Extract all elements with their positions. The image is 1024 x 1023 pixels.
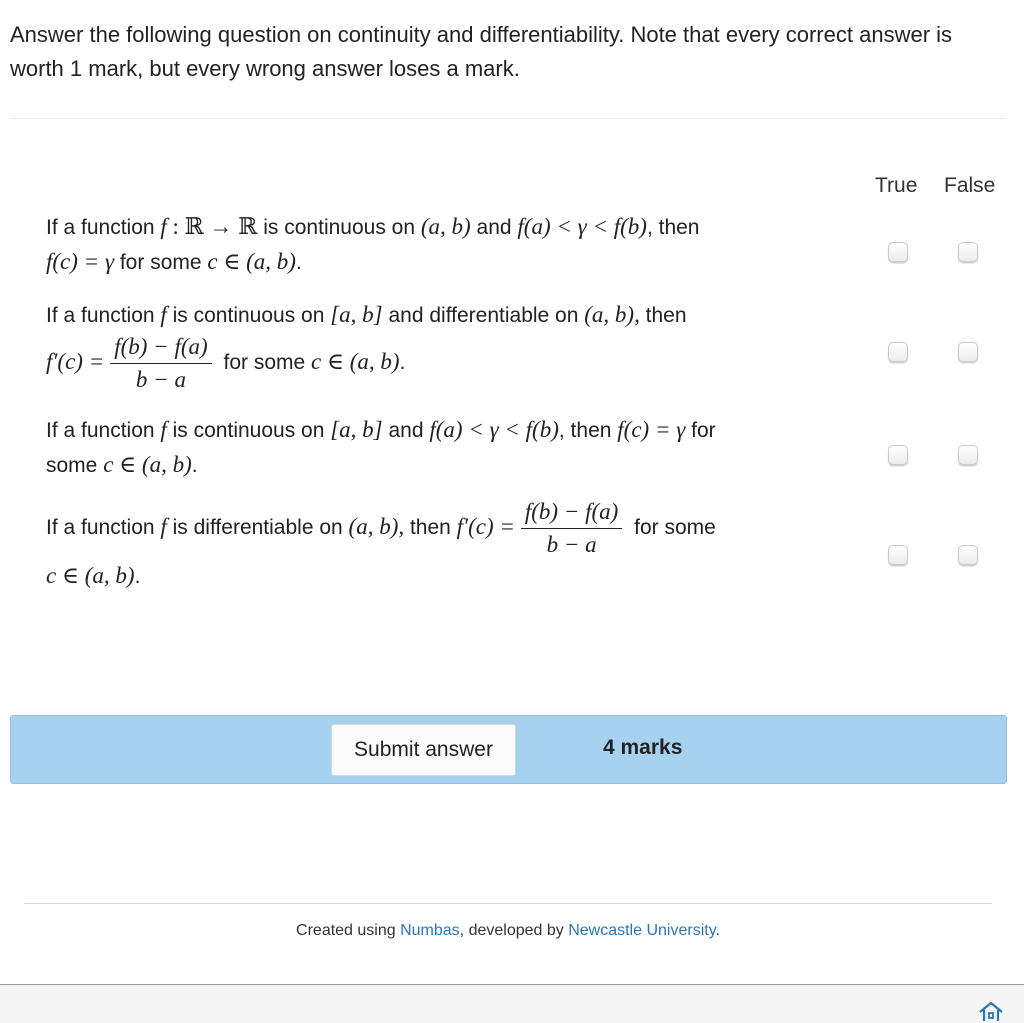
question-prompt: Answer the following question on continuity and differentiability. Note that every correct answer is worth 1 mark, but every wrong answer loses a mark.	[10, 22, 953, 81]
submit-answer-button[interactable]: Submit answer	[331, 724, 516, 776]
newcastle-university-link[interactable]: Newcastle University	[568, 922, 716, 939]
statement-1-false-checkbox[interactable]	[958, 242, 978, 262]
footer-divider	[24, 903, 992, 904]
true-column-header: True	[875, 174, 918, 197]
marks-label: 4 marks	[603, 736, 683, 759]
statement-4-true-checkbox[interactable]	[888, 545, 908, 565]
false-column-header: False	[944, 174, 996, 197]
divider	[10, 118, 1006, 119]
statement-3-false-checkbox[interactable]	[958, 445, 978, 465]
statement-1: If a function f : ℝ → ℝ is continuous on (a, b) and f(a) < γ < f(b), then f(c) = γ for some c ∈ (a, b).	[46, 214, 700, 274]
footer	[0, 922, 1016, 940]
statement-2-true-checkbox[interactable]	[888, 342, 908, 362]
bottom-bar	[0, 984, 1024, 1023]
fraction: $\frac{f(b) - f(a)}{b - a}$	[110, 333, 211, 394]
submit-bar	[10, 715, 1007, 784]
statement-2: If a function f is continuous on [a, b] and differentiable on (a, b), then f′(c) = $\frac{f(b) - f(a)}{b - a}$ for some c ∈ (a, b).	[46, 302, 687, 392]
statement-1-true-checkbox[interactable]	[888, 242, 908, 262]
footer-prefix: Created using	[296, 922, 401, 939]
numbas-link[interactable]: Numbas	[400, 922, 460, 939]
statement-3-true-checkbox[interactable]	[888, 445, 908, 465]
home-icon[interactable]	[978, 1001, 1004, 1021]
footer-middle: , developed by	[459, 922, 569, 939]
fraction: $\frac{f(b) - f(a)}{b - a}$	[521, 498, 622, 559]
statement-4: If a function f is differentiable on (a, b), then f′(c) = $\frac{f(b) - f(a)}{b - a}$ for some c ∈ (a, b).	[46, 499, 716, 588]
statement-3: If a function f is continuous on [a, b] and f(a) < γ < f(b), then f(c) = γ for some c ∈ (a, b).	[46, 417, 716, 477]
footer-suffix: .	[715, 922, 720, 939]
statement-2-false-checkbox[interactable]	[958, 342, 978, 362]
statement-4-false-checkbox[interactable]	[958, 545, 978, 565]
